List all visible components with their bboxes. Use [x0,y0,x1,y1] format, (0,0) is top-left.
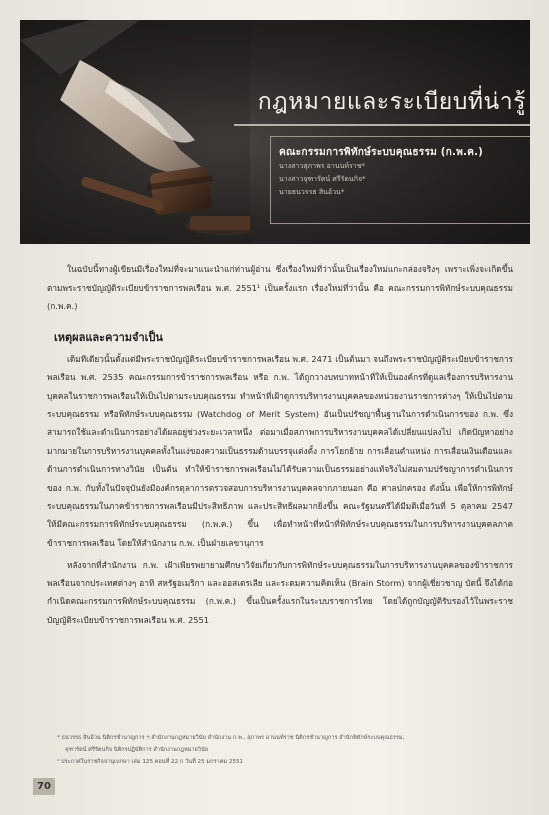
footnotes [57,732,512,768]
body-paragraph: หลังจากที่สำนักงาน ก.พ. เฝ้าเพียรพยายามศึกษาวิจัยเกี่ยวกับการพิทักษ์ระบบคุณธรรมในการบริหารงานบุคคลของข้าราชการพลเรือนจากประเทศต่างๆ อาทิ สหรัฐอเมริกา และออสเตรเลีย และระดมความคิดเห็น (Brain Storm) จากผู้เชี่ยวชาญ บัดนี้ จึงได้ก่อกำเนิดคณะกรรมการพิทักษ์ระบบคุณธรรม (ก.พ.ค.) ขึ้นเป็นครั้งแรกในระบบราชการไทย โดยได้ถูกบัญญัติรับรองไว้ในพระราชบัญญัติระเบียบข้าราชการพลเรือน พ.ศ. 2551 [47,560,513,625]
author-name: นายธนวรรธ สินอ้วน* [279,188,345,196]
author-name: นางสาวสุภาพร อานนท์ราช* [279,162,365,170]
article-body [47,260,513,629]
title-divider [234,124,530,126]
header-banner [20,20,530,244]
page-number: 70 [33,778,55,795]
footnote: ¹ ประกาศในราชกิจจานุเบกษา เล่ม 125 ตอนที่ 22 ก วันที่ 25 มกราคม 2551 [57,759,244,765]
body-paragraph: เดิมทีเดียวนั้นตั้งแต่มีพระราชบัญญัติระเบียบข้าราชการพลเรือน พ.ศ. 2471 เป็นต้นมา จนถึงพระราชบัญญัติระเบียบข้าราชการพลเรือน พ.ศ. 2535 คณะกรรมการข้าราชการพลเรือน หรือ ก.พ. ได้ถูกวางบทบาทหน้าที่ให้เป็นองค์กรที่ดูแลเรื่องการบริหารงานบุคคลในราชการพลเรือนให้เป็นไปตามระบบคุณธรรม ทำหน้าที่เฝ้าดูการบริหารงานบุคคลของหน่วยงานราชการต่างๆ ให้เป็นไปตามระบบคุณธรรม หรือพิทักษ์ระบบคุณธรรม (Watchdog of Merit System) อันเป็นปรัชญาพื้นฐานในการดำเนินการของ ก.พ. ซึ่งสามารถใช้และดำเนินการอย่างได้ผลอยู่ช่วงระยะเวลาหนึ่ง ต่อมาเมื่อสภาพการบริหารงานบุคคลได้เปลี่ยนแปลงไป เกิดปัญหาอย่างมากมายในการบริหารงานบุคคลทั้งในแง่ของความเป็นธรรมด้านบรรจุแต่งตั้ง การโยกย้าย การเลื่อนตำแหน่ง การเลื่อนเงินเดือนและด้านการดำเนินการทางวินัย เป็นต้น ทำให้ข้าราชการพลเรือนไม่ได้รับความเป็นธรรมอย่างแท้จริงไม่สมตามปรัชญาการดำเนินการของ ก.พ. กับทั้งในปัจจุบันยังมีองค์กรตุลาการตรวจสอบการบริหารงานบุคคลจากภายนอก คือ ศาลปกครอง ดังนั้น เพื่อให้การพิทักษ์ระบบคุณธรรมในภาคข้าราชการพลเรือนมีประสิทธิภาพ และประสิทธิผลมากยิ่งขึ้น คณะรัฐมนตรีได้มีมติเมื่อวันที่ 5 ตุลาคม 2547 ให้มีคณะกรรมการพิทักษ์ระบบคุณธรรม (ก.พ.ค.) ขึ้น เพื่อทำหน้าที่หน้าที่พิทักษ์ระบบคุณธรรมในการบริหารงานบุคคลภาคข้าราชการพลเรือน โดยให้สำนักงาน ก.พ. เป็นฝ่ายเลขานุการ [47,353,513,548]
intro-paragraph: ในฉบับนี้ทางผู้เขียนมีเรื่องใหม่ที่จะมาแนะนำแก่ท่านผู้อ่าน ซึ่งเรื่องใหม่ที่ว่านั้นเป็นเรื่องใหม่แกะกล่องจริงๆ เพราะเพิ่งจะเกิดขึ้นตามพระราชบัญญัติระเบียบข้าราชการพลเรือน พ.ศ. 2551¹ เป็นครั้งแรก เรื่องใหม่ที่ว่านั้น คือ คณะกรรมการพิทักษ์ระบบคุณธรรม (ก.พ.ค.) [47,264,513,312]
footnote: * ธนวรรธ สินอ้วน นิติกรชำนาญการ ฯ สำนักงานกฎหมายวินัย สำนักงาน ก.พ., สุภาพร อานนท์ราช นิติกรชำนาญการ สำนักพิทักษ์ระบบคุณธรรม, [57,735,405,741]
author-name: นางสาวจุฑารัตน์ ศรีรัตนกิจ* [279,175,366,183]
banner-title: กฎหมายและระเบียบที่น่ารู้ [257,89,526,115]
section-heading: เหตุผลและความจำเป็น [54,330,163,344]
gavel-image [20,20,250,244]
committee-name: คณะกรรมการพิทักษ์ระบบคุณธรรม (ก.พ.ค.) [279,147,484,158]
authors-box [270,136,530,224]
footnote: จุฑารัตน์ ศรีรัตนกิจ นิติกรปฏิบัติการ สำนักงานกฎหมายวินัย [65,747,209,753]
